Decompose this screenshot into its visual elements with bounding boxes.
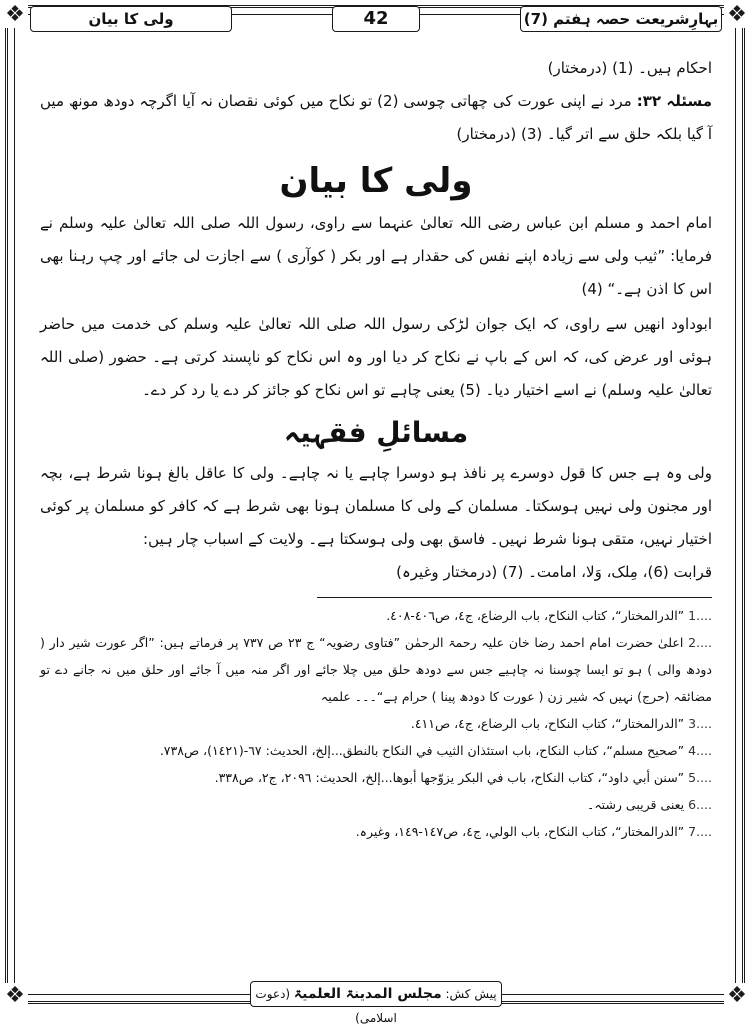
footnote-1: ....1 ”الدرالمختار“، کتاب النکاح، باب الرضاع، ج٤، ص٤٠٦-٤٠٨. (386, 608, 712, 623)
footer-org: مجلس المدینۃ العلمیۃ (293, 986, 442, 1002)
section-heading-wali: ولی کا بیان (279, 161, 473, 201)
footer-prefix: پیش کش: (445, 987, 497, 1001)
masala-label: مسئلہ ۳۲: (636, 92, 713, 110)
page-footer (250, 981, 502, 1025)
footnotes (40, 602, 712, 845)
footnote-divider (317, 597, 712, 598)
masala-text: مرد نے اپنی عورت کی چھاتی چوسی (2) تو نکاح میں کوئی نقصان نہ آیا اگرچہ دودھ مونھ میں آ گیا بلکہ حلق سے اتر گیا۔ (3) (درمختار) (40, 92, 712, 143)
footnote-5: ....5 ”سنن أبي داود“، کتاب النکاح، باب في البکر یزوّجها أبوها...إلخ، الحدیث: ٢٠٩٦، ج٢، ص٣٣٨. (214, 770, 712, 785)
chapter-title: ولی کا بیان (30, 6, 232, 32)
footnote-2: ....2 اعلیٰ حضرت امام احمد رضا خان علیہ رحمۃ الرحمٰن ”فتاوی رضویہ“ ج ٢٣ ص ٧٣٧ پر فرماتے ہیں: ”اگر عورت شیر دار ( دودھ والی ) ہو تو ایسا چوسنا نہ چاہیے جس سے دودھ حلق میں چلا جائے اور اگر منہ میں آ جائے اور حلق میں نہ جانے دے تو مضائقہ (حرج) نہیں کہ شیر زن ( عورت کا دودھ پینا ) حرام ہے“۔۔۔ علمیہ (40, 635, 712, 704)
footnote-3: ....3 ”الدرالمختار“، کتاب النکاح، باب الرضاع، ج٤، ص٤١١. (410, 716, 712, 731)
footnote-4: ....4 ”صحیح مسلم“، کتاب النکاح، باب استئذان الثیب في النکاح بالنطق...إلخ، الحدیث: ٦٧-(١٤٢١)، ص٧٣٨. (159, 743, 712, 758)
book-title: بہارِشریعت حصہ ہفتم (7) (520, 6, 722, 32)
paragraph-hadith-2: ابوداود انھیں سے راوی، کہ ایک جوان لڑکی رسول اللہ صلی اللہ تعالیٰ علیہ وسلم کی خدمت میں حاضر ہوئی اور عرض کی، کہ اس کے باپ نے نکاح کر دیا اور وہ اس نکاح کو ناپسند کرتی ہے۔ حضور (صلی اللہ تعالیٰ علیہ وسلم) نے اسے اختیار دیا۔ (5) یعنی چاہے تو اس نکاح کو جائز کر دے یا رد کر دے۔ (40, 315, 712, 399)
corner-ornament-icon: ❖ (724, 983, 750, 1009)
section-heading-masail: مسائلِ فقہیہ (283, 416, 469, 449)
footnote-7: ....7 ”الدرالمختار“، کتاب النکاح، باب الولي، ج٤، ص١٤٧-١٤٩، وغیرہ. (355, 824, 712, 839)
corner-ornament-icon: ❖ (2, 2, 28, 28)
corner-ornament-icon: ❖ (724, 2, 750, 28)
masala-32 (40, 85, 712, 151)
main-text (40, 52, 712, 845)
corner-ornament-icon: ❖ (2, 983, 28, 1009)
page-header (30, 6, 722, 32)
line-1: احکام ہیں۔ (1) (درمختار) (547, 59, 712, 77)
paragraph-definition: ولی وہ ہے جس کا قول دوسرے پر نافذ ہو دوسرا چاہے یا نہ چاہے۔ ولی کا عاقل بالغ ہونا شرط ہے، بچہ اور مجنون ولی نہیں ہوسکتا۔ مسلمان کے ولی کا مسلمان ہونا بھی شرط ہے کہ کافر کو مسلمان پر کوئی اختیار نہیں، متقی ہونا شرط نہیں۔ فاسق بھی ولی ہوسکتا ہے۔ ولایت کے اسباب چار ہیں: (40, 464, 712, 548)
page-number: 42 (332, 6, 420, 32)
footnote-6: ....6 یعنی قریبی رشتہ۔ (587, 797, 712, 812)
footer-suffix: (دعوت اسلامی) (255, 987, 397, 1025)
paragraph-hadith-1: امام احمد و مسلم ابن عباس رضی اللہ تعالیٰ عنہما سے راوی، رسول اللہ صلی اللہ تعالیٰ علیہ وسلم نے فرمایا: ”ثیب ولی سے زیادہ اپنے نفس کی حقدار ہے اور بکر ( کوآری ) سے اجازت لی جائے اور چپ رہنا بھی اس کا اذن ہے۔“ (4) (40, 214, 712, 298)
causes-line: قرابت (6)، مِلک، وَلا، امامت۔ (7) (درمختار وغیرہ) (396, 563, 712, 581)
